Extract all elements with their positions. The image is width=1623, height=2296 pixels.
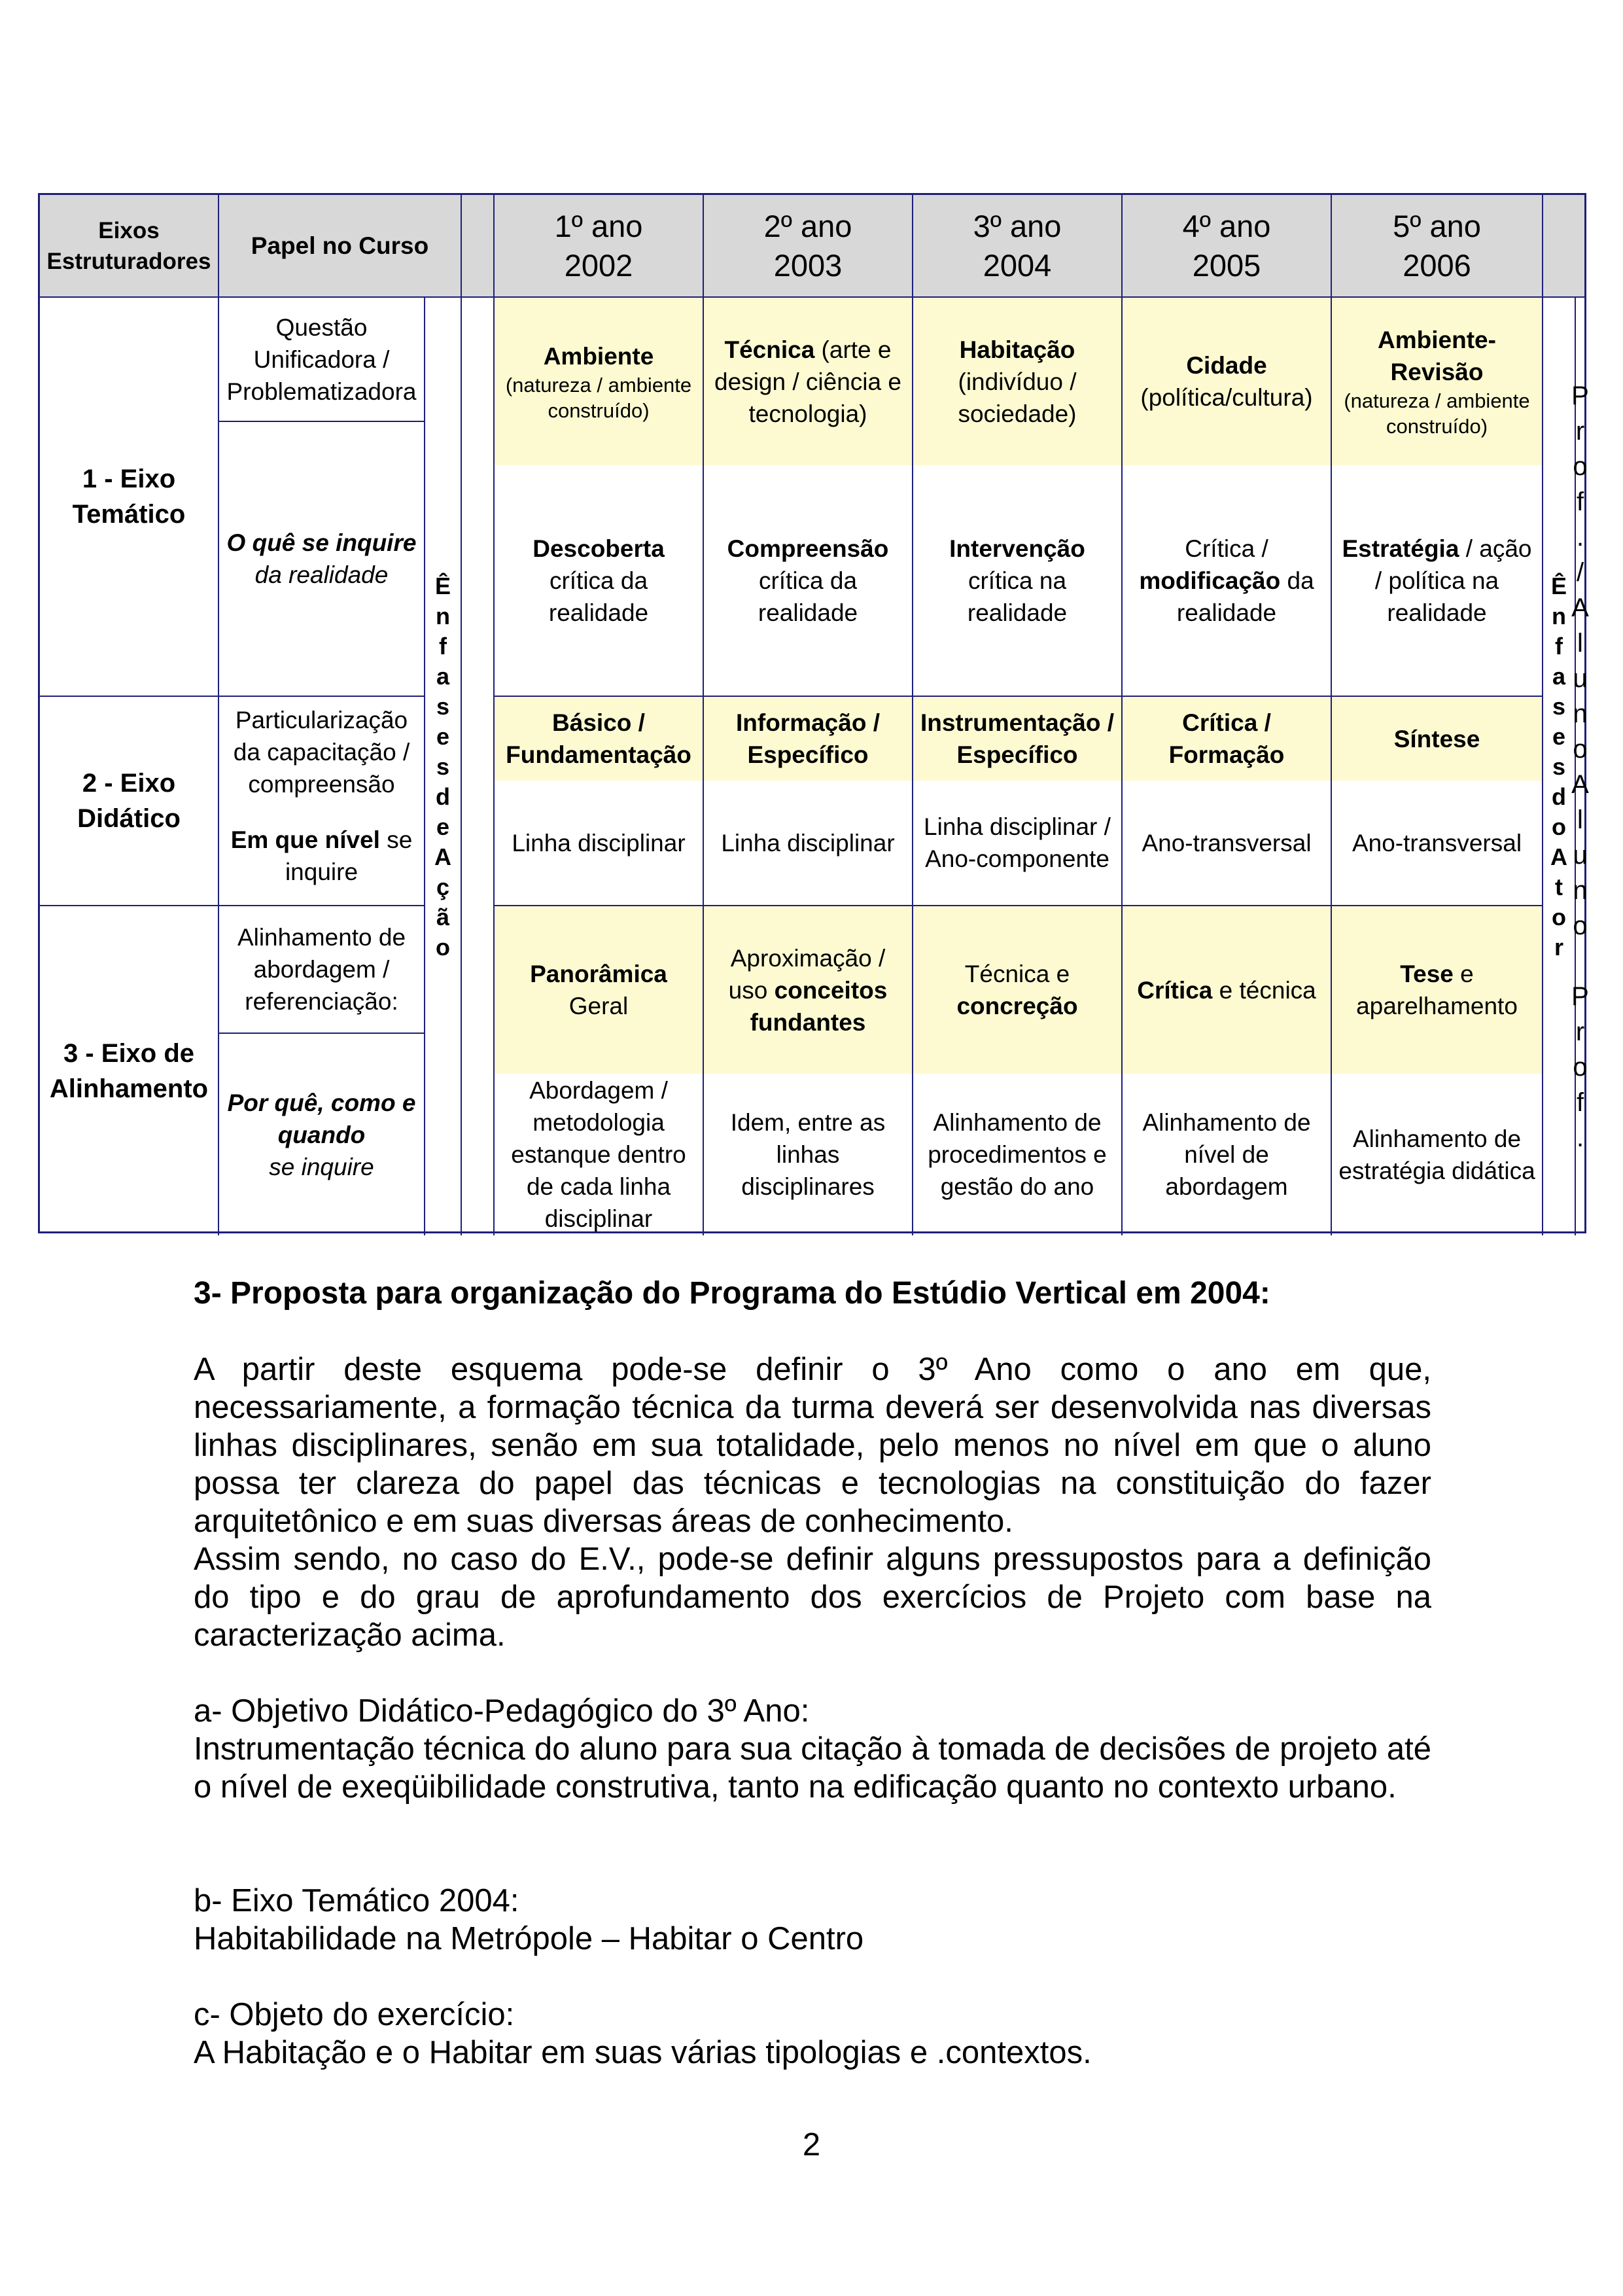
cell-normal: da realidade xyxy=(1176,567,1314,626)
particularizacao-cell-3 xyxy=(912,696,1121,781)
cell-pre: Aproximação / uso xyxy=(728,944,886,1004)
vertical-letter: Ê xyxy=(1550,572,1567,599)
vertical-letter: A xyxy=(434,843,451,870)
particularizacao-cell-5 xyxy=(1331,696,1542,781)
vertical-letter: n xyxy=(1552,602,1566,629)
vertical-letter: r xyxy=(1575,1017,1585,1046)
cell-text: Alinhamento de procedimentos e gestão do ano xyxy=(928,1109,1107,1200)
role-emque-bold: Em que nível xyxy=(230,826,380,853)
porque-cell-2 xyxy=(703,1074,912,1235)
cell-bold: concreção xyxy=(956,993,1078,1019)
role-alinhamento xyxy=(218,905,424,1033)
cell-normal: / ação / política na realidade xyxy=(1374,535,1532,626)
vertical-letter: o xyxy=(1573,451,1588,481)
vertical-letter: n xyxy=(1573,875,1588,905)
vertical-letter: ç xyxy=(436,873,450,900)
cell-normal: Geral xyxy=(568,993,629,1019)
vertical-letter: f xyxy=(439,632,447,660)
role-oque xyxy=(218,421,424,696)
vertical-enfase-ator xyxy=(1542,296,1575,1235)
questao-cell-2 xyxy=(703,296,912,465)
alinhamento-cell-2 xyxy=(703,905,912,1074)
vertical-letter: / xyxy=(1576,557,1584,587)
porque-cell-4 xyxy=(1121,1074,1331,1235)
header-eixos-text: Eixos Estruturadores xyxy=(46,217,211,274)
paragraph-1: A partir deste esquema pode-se definir o 3º Ano como o ano em que, necessariamente, a formação técnica da turma deverá ser desenvolvida nas diversas linhas disciplinares, senão em sua totalidade, pelo menos no nível em que o aluno possa ter clareza do papel das técnicas e tecnologias na constituição do fazer arquitetônico e em suas diversas áreas de conhecimento. xyxy=(194,1352,1431,1539)
cell-normal: crítica na realidade xyxy=(967,567,1068,626)
vertical-letter: n xyxy=(1573,699,1588,728)
cell-bold: Ambiente xyxy=(543,342,654,370)
year-value: 2002 xyxy=(564,247,633,283)
axis-tematico-text: 1 - Eixo Temático xyxy=(72,465,186,529)
cell-normal: (indivíduo / sociedade) xyxy=(958,368,1077,427)
axis-alinhamento xyxy=(40,905,218,1235)
questao-cell-4 xyxy=(1121,296,1331,465)
item-b-body: Habitabilidade na Metrópole – Habitar o Centro xyxy=(194,1921,864,1956)
particularizacao-cell-4 xyxy=(1121,696,1331,781)
vertical-letter: n xyxy=(436,602,450,629)
structure-table xyxy=(38,193,1589,1233)
axis-didatico-text: 2 - Eixo Didático xyxy=(77,769,181,833)
cell-text: Instrumentação / Específico xyxy=(920,709,1115,768)
cell-bold: Estratégia xyxy=(1342,535,1459,562)
cell-text: Crítica / Formação xyxy=(1168,709,1285,768)
header-year-3 xyxy=(912,195,1121,296)
cell-bold: Descoberta xyxy=(532,535,665,562)
role-questao xyxy=(218,296,424,421)
vertical-letter: o xyxy=(1573,1052,1588,1082)
vertical-letter: u xyxy=(1573,663,1588,693)
item-b-title: b- Eixo Temático 2004: xyxy=(194,1883,519,1918)
cell-text: Alinhamento de estratégia didática xyxy=(1338,1125,1535,1184)
section-heading: 3- Proposta para organização do Programa do Estúdio Vertical em 2004: xyxy=(194,1276,1270,1311)
cell-normal: crítica da realidade xyxy=(758,567,858,626)
vertical-letter: e xyxy=(436,813,450,840)
vertical-letter: e xyxy=(436,722,450,750)
item-c-body: A Habitação e o Habitar em suas várias tipologias e .contextos. xyxy=(194,2035,1092,2070)
year-value: 2006 xyxy=(1403,247,1471,283)
questao-cell-5 xyxy=(1331,296,1542,465)
oque-cell-1 xyxy=(493,465,703,696)
cell-pre: Técnica e xyxy=(964,961,1070,987)
alinhamento-cell-3 xyxy=(912,905,1121,1074)
role-porque-bold: Por quê, como e quando xyxy=(227,1089,416,1148)
vertical-letter: u xyxy=(1573,840,1588,870)
axis-didatico xyxy=(40,696,218,905)
cell-normal: e técnica xyxy=(1212,976,1316,1004)
emque-cell-5 xyxy=(1331,781,1542,905)
vertical-letter: Ê xyxy=(434,572,451,599)
vertical-letter: f xyxy=(1555,632,1563,660)
item-c-title: c- Objeto do exercício: xyxy=(194,1997,515,2032)
page-number: 2 xyxy=(802,2127,821,2163)
cell-bold: Técnica xyxy=(724,336,815,363)
questao-cell-1 xyxy=(493,296,703,465)
particularizacao-cell-2 xyxy=(703,696,912,781)
oque-cell-4 xyxy=(1121,465,1331,696)
vertical-letter: r xyxy=(1575,416,1585,446)
cell-small: (natureza / ambiente construído) xyxy=(505,373,692,422)
year-label: 5º ano xyxy=(1393,208,1481,243)
vertical-letter: s xyxy=(436,692,450,720)
role-emque-rest: se inquire xyxy=(285,826,413,885)
year-label: 2º ano xyxy=(763,208,852,243)
role-alinhamento-text: Alinhamento de abordagem / referenciação: xyxy=(237,924,406,1015)
year-value: 2003 xyxy=(773,247,843,283)
vertical-letter: d xyxy=(1552,783,1566,810)
alinhamento-cell-4 xyxy=(1121,905,1331,1074)
cell-text: Linha disciplinar xyxy=(512,829,686,857)
year-label: 4º ano xyxy=(1182,208,1271,243)
vertical-letter: f xyxy=(1576,487,1584,516)
cell-bold: Compreensão xyxy=(727,535,889,562)
role-particularizacao xyxy=(218,696,424,807)
cell-text: Idem, entre as linhas disciplinares xyxy=(730,1109,886,1200)
porque-cell-5 xyxy=(1331,1074,1542,1235)
vertical-letter: f xyxy=(1576,1087,1584,1117)
vertical-letter: s xyxy=(1552,692,1566,720)
vertical-letter: o xyxy=(1573,734,1588,764)
questao-cell-3 xyxy=(912,296,1121,465)
cell-normal: crítica da realidade xyxy=(548,567,649,626)
porque-cell-3 xyxy=(912,1074,1121,1235)
cell-bold: modificação xyxy=(1139,567,1281,594)
cell-text: Ano-transversal xyxy=(1352,829,1522,857)
header-spacer-left xyxy=(461,195,493,296)
vertical-letter: a xyxy=(1552,662,1566,690)
cell-text: Ano-transversal xyxy=(1142,829,1312,857)
vertical-letter: o xyxy=(1573,911,1588,940)
year-label: 3º ano xyxy=(973,208,1062,243)
vertical-letter: s xyxy=(436,752,450,780)
vertical-letter: ã xyxy=(436,903,450,930)
role-particularizacao-text: Particularização da capacitação / compreensão xyxy=(233,706,410,798)
cell-bold: Panorâmica xyxy=(530,961,667,987)
porque-cell-1 xyxy=(493,1074,703,1235)
cell-bold: Crítica xyxy=(1137,976,1213,1004)
header-eixos xyxy=(40,195,218,296)
vertical-letter: l xyxy=(1577,805,1583,834)
item-a-title: a- Objetivo Didático-Pedagógico do 3º Ano: xyxy=(194,1693,810,1729)
role-questao-line1: Questão Unificadora / xyxy=(253,313,390,373)
header-spacer-right xyxy=(1542,195,1584,296)
vertical-letter: l xyxy=(1577,628,1583,658)
vertical-letter: A xyxy=(1571,769,1589,799)
oque-cell-5 xyxy=(1331,465,1542,696)
vertical-letter: . xyxy=(1576,522,1584,552)
header-papel xyxy=(218,195,461,296)
header-papel-text: Papel no Curso xyxy=(251,232,429,259)
axis-alinhamento-text: 3 - Eixo de Alinhamento xyxy=(49,1038,209,1103)
cell-text: Linha disciplinar / Ano-componente xyxy=(924,813,1111,872)
axis-tematico xyxy=(40,296,218,696)
vertical-letter: a xyxy=(436,662,450,690)
vertical-spacer xyxy=(461,296,493,1235)
alinhamento-cell-5 xyxy=(1331,905,1542,1074)
cell-pre: Crítica / xyxy=(1185,535,1268,562)
vertical-letter: . xyxy=(1576,1123,1584,1152)
role-questao-line2: Problematizadora xyxy=(226,378,417,405)
role-oque-bold: O quê se inquire xyxy=(226,529,417,556)
cell-bold: Ambiente-Revisão xyxy=(1378,327,1496,385)
cell-text: Alinhamento de nível de abordagem xyxy=(1142,1109,1311,1200)
oque-cell-2 xyxy=(703,465,912,696)
oque-cell-3 xyxy=(912,465,1121,696)
vertical-letter: r xyxy=(1554,933,1563,961)
vertical-letter: e xyxy=(1552,722,1566,750)
year-value: 2005 xyxy=(1192,247,1261,283)
vertical-letter: P xyxy=(1571,981,1589,1011)
cell-text: Síntese xyxy=(1393,725,1480,752)
emque-cell-2 xyxy=(703,781,912,905)
particularizacao-cell-1 xyxy=(493,696,703,781)
cell-text: Básico / Fundamentação xyxy=(506,709,691,768)
cell-bold: Tese xyxy=(1400,961,1454,987)
cell-normal: (política/cultura) xyxy=(1140,384,1313,411)
paragraph-2: Assim sendo, no caso do E.V., pode-se definir alguns pressupostos para a definição do tipo e do grau de aprofundamento dos exercícios de Projeto com base na caracterização acima. xyxy=(194,1542,1431,1653)
vertical-enfase-acao xyxy=(424,296,461,1235)
role-emque xyxy=(218,807,424,905)
cell-bold: Intervenção xyxy=(949,535,1085,562)
emque-cell-1 xyxy=(493,781,703,905)
cell-normal: e aparelhamento xyxy=(1356,961,1518,1019)
vertical-letter: o xyxy=(436,933,450,961)
header-year-4 xyxy=(1121,195,1331,296)
header-year-2 xyxy=(703,195,912,296)
header-year-5 xyxy=(1331,195,1542,296)
year-label: 1º ano xyxy=(554,208,643,243)
cell-normal: (arte e design / ciência e tecnologia) xyxy=(714,336,901,427)
vertical-letter: o xyxy=(1552,903,1566,930)
role-oque-rest: da realidade xyxy=(254,561,389,588)
vertical-letter: s xyxy=(1552,752,1566,780)
cell-small: (natureza / ambiente construído) xyxy=(1344,389,1530,438)
vertical-letter: A xyxy=(1571,593,1589,622)
cell-text: Informação / Específico xyxy=(736,709,880,768)
cell-bold: Cidade xyxy=(1186,352,1267,379)
cell-bold: Habitação xyxy=(959,336,1075,363)
cell-text: Linha disciplinar xyxy=(721,829,895,857)
emque-cell-4 xyxy=(1121,781,1331,905)
vertical-letter: d xyxy=(436,783,450,810)
emque-cell-3 xyxy=(912,781,1121,905)
vertical-letter xyxy=(1577,944,1584,979)
item-a-body: Instrumentação técnica do aluno para sua citação à tomada de decisões de projeto até o nível de exeqüibilidade construtiva, tanto na edificação quanto no contexto urbano. xyxy=(194,1731,1431,1805)
cell-text: Abordagem / metodologia estanque dentro de cada linha disciplinar xyxy=(511,1077,686,1232)
role-porque-rest: se inquire xyxy=(269,1153,374,1180)
year-value: 2004 xyxy=(983,247,1052,283)
alinhamento-cell-1 xyxy=(493,905,703,1074)
cell-bold: conceitos fundantes xyxy=(750,976,888,1036)
vertical-letter: A xyxy=(1550,843,1567,870)
header-year-1 xyxy=(493,195,703,296)
vertical-prof-aluno xyxy=(1571,296,1589,1235)
role-porque xyxy=(218,1033,424,1235)
vertical-letter: t xyxy=(1555,873,1563,900)
vertical-letter: P xyxy=(1571,381,1589,410)
vertical-letter: o xyxy=(1552,813,1566,840)
